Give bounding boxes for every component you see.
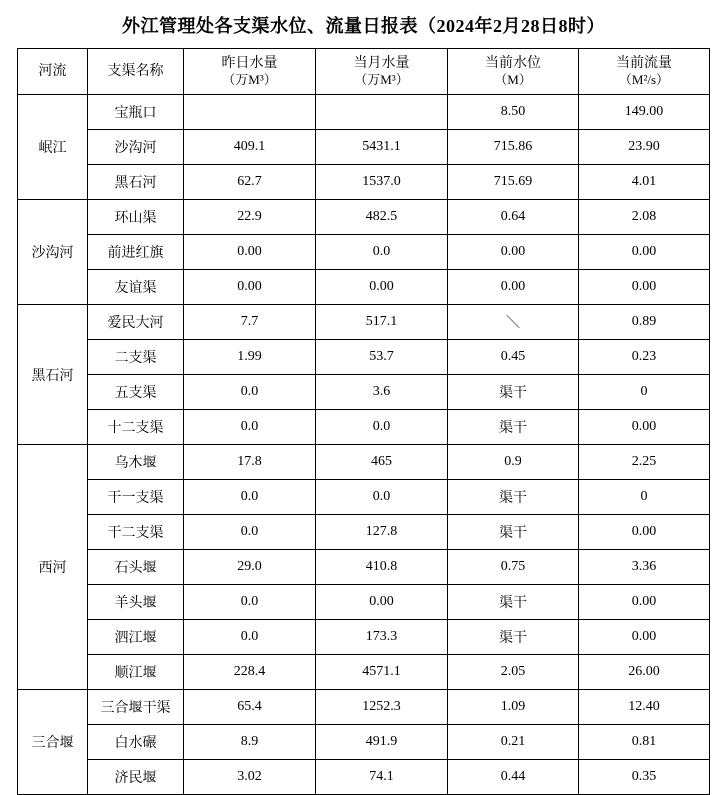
month-volume: 74.1 (316, 760, 448, 795)
current-flow: 0.23 (579, 340, 710, 375)
column-header-current-level-label: 当前水位 (485, 55, 541, 71)
month-volume: 53.7 (316, 340, 448, 375)
current-flow: 2.08 (579, 200, 710, 235)
table-header (18, 49, 710, 95)
table-row (18, 165, 710, 200)
current-level: 715.86 (448, 130, 579, 165)
river-group-label: 西河 (18, 445, 88, 690)
table-row (18, 760, 710, 795)
current-level: 渠干 (448, 375, 579, 410)
current-flow: 0 (579, 375, 710, 410)
river-group-label: 沙沟河 (18, 200, 88, 305)
river-group-label: 三合堰 (18, 690, 88, 795)
canal-name: 羊头堰 (88, 585, 184, 620)
month-volume: 465 (316, 445, 448, 480)
column-header-river-label: 河流 (38, 63, 67, 79)
current-level: 渠干 (448, 585, 579, 620)
column-header-canal (88, 49, 184, 95)
table-row (18, 480, 710, 515)
canal-name: 顺江堰 (88, 655, 184, 690)
month-volume: 127.8 (316, 515, 448, 550)
canal-name: 十二支渠 (88, 410, 184, 445)
table-row (18, 550, 710, 585)
month-volume: 1252.3 (316, 690, 448, 725)
column-header-canal-label: 支渠名称 (107, 63, 164, 79)
current-level: 0.21 (448, 725, 579, 760)
table-row (18, 340, 710, 375)
table-row (18, 375, 710, 410)
table-body (18, 95, 710, 795)
current-level: 渠干 (448, 480, 579, 515)
column-header-current-flow-unit: （M²/s） (618, 72, 670, 88)
month-volume: 0.0 (316, 410, 448, 445)
current-flow: 0.00 (579, 410, 710, 445)
table-row (18, 515, 710, 550)
month-volume (316, 95, 448, 130)
table-row (18, 445, 710, 480)
column-header-current-flow-label: 当前流量 (616, 55, 672, 71)
yesterday-volume: 0.0 (184, 585, 316, 620)
current-level: 2.05 (448, 655, 579, 690)
river-group-label: 黑石河 (18, 305, 88, 445)
current-level: 0.00 (448, 270, 579, 305)
current-level: 渠干 (448, 410, 579, 445)
table-row (18, 655, 710, 690)
table-row (18, 235, 710, 270)
yesterday-volume: 8.9 (184, 725, 316, 760)
current-level: 0.45 (448, 340, 579, 375)
column-header-yesterday-volume-label: 昨日水量 (221, 55, 278, 71)
table-row (18, 305, 710, 340)
yesterday-volume: 0.0 (184, 515, 316, 550)
current-level: 渠干 (448, 620, 579, 655)
table-row (18, 585, 710, 620)
canal-name: 前进红旗 (88, 235, 184, 270)
canal-name: 宝瓶口 (88, 95, 184, 130)
canal-name: 乌木堰 (88, 445, 184, 480)
column-header-current-flow (579, 49, 710, 95)
canal-name: 黑石河 (88, 165, 184, 200)
river-group-label: 岷江 (18, 95, 88, 200)
yesterday-volume: 65.4 (184, 690, 316, 725)
table-row (18, 690, 710, 725)
month-volume: 4571.1 (316, 655, 448, 690)
table-row (18, 270, 710, 305)
current-flow: 0.00 (579, 515, 710, 550)
canal-name: 二支渠 (88, 340, 184, 375)
current-flow: 149.00 (579, 95, 710, 130)
current-level: 0.44 (448, 760, 579, 795)
current-flow: 0.00 (579, 585, 710, 620)
yesterday-volume: 409.1 (184, 130, 316, 165)
yesterday-volume: 0.0 (184, 620, 316, 655)
month-volume: 482.5 (316, 200, 448, 235)
current-flow: 26.00 (579, 655, 710, 690)
canal-name: 干一支渠 (88, 480, 184, 515)
column-header-month-volume-label: 当月水量 (353, 55, 410, 71)
month-volume: 1537.0 (316, 165, 448, 200)
canal-name: 沙沟河 (88, 130, 184, 165)
current-flow: 0.89 (579, 305, 710, 340)
month-volume: 410.8 (316, 550, 448, 585)
current-level: 渠干 (448, 515, 579, 550)
current-flow: 2.25 (579, 445, 710, 480)
canal-name: 环山渠 (88, 200, 184, 235)
yesterday-volume: 3.02 (184, 760, 316, 795)
yesterday-volume: 17.8 (184, 445, 316, 480)
month-volume: 3.6 (316, 375, 448, 410)
canal-name: 干二支渠 (88, 515, 184, 550)
month-volume: 173.3 (316, 620, 448, 655)
canal-name: 爱民大河 (88, 305, 184, 340)
month-volume: 491.9 (316, 725, 448, 760)
canal-name: 五支渠 (88, 375, 184, 410)
water-report-table (17, 48, 710, 795)
current-flow: 0.00 (579, 620, 710, 655)
table-row (18, 130, 710, 165)
current-flow: 0.81 (579, 725, 710, 760)
table-row (18, 95, 710, 130)
page-title: 外江管理处各支渠水位、流量日报表（2024年2月28日8时） (122, 16, 605, 36)
current-level: 0.64 (448, 200, 579, 235)
yesterday-volume (184, 95, 316, 130)
header-row (18, 49, 710, 95)
current-level: 8.50 (448, 95, 579, 130)
canal-name: 白水碾 (88, 725, 184, 760)
current-flow: 23.90 (579, 130, 710, 165)
column-header-yesterday-volume-unit: （万M³） (222, 72, 277, 88)
current-level: 0.00 (448, 235, 579, 270)
current-level: 0.75 (448, 550, 579, 585)
table-row (18, 725, 710, 760)
table-row (18, 410, 710, 445)
current-flow: 0.00 (579, 270, 710, 305)
month-volume: 0.0 (316, 235, 448, 270)
table-row (18, 200, 710, 235)
current-level: 0.9 (448, 445, 579, 480)
canal-name: 济民堰 (88, 760, 184, 795)
month-volume: 0.0 (316, 480, 448, 515)
current-flow: 4.01 (579, 165, 710, 200)
current-level: 715.69 (448, 165, 579, 200)
yesterday-volume: 29.0 (184, 550, 316, 585)
yesterday-volume: 0.0 (184, 410, 316, 445)
yesterday-volume: 62.7 (184, 165, 316, 200)
column-header-yesterday-volume (184, 49, 316, 95)
yesterday-volume: 228.4 (184, 655, 316, 690)
yesterday-volume: 0.0 (184, 480, 316, 515)
yesterday-volume: 0.0 (184, 375, 316, 410)
yesterday-volume: 0.00 (184, 235, 316, 270)
table-row (18, 620, 710, 655)
month-volume: 0.00 (316, 270, 448, 305)
current-flow: 3.36 (579, 550, 710, 585)
current-flow: 12.40 (579, 690, 710, 725)
column-header-month-volume-unit: （万M³） (354, 72, 409, 88)
column-header-current-level (448, 49, 579, 95)
canal-name: 石头堰 (88, 550, 184, 585)
current-flow: 0.35 (579, 760, 710, 795)
yesterday-volume: 1.99 (184, 340, 316, 375)
month-volume: 0.00 (316, 585, 448, 620)
current-level: ＼ (448, 305, 579, 340)
column-header-river (18, 49, 88, 95)
canal-name: 友谊渠 (88, 270, 184, 305)
canal-name: 泗江堰 (88, 620, 184, 655)
current-flow: 0 (579, 480, 710, 515)
yesterday-volume: 22.9 (184, 200, 316, 235)
yesterday-volume: 0.00 (184, 270, 316, 305)
canal-name: 三合堰干渠 (88, 690, 184, 725)
current-level: 1.09 (448, 690, 579, 725)
column-header-current-level-unit: （M） (494, 72, 532, 88)
current-flow: 0.00 (579, 235, 710, 270)
month-volume: 5431.1 (316, 130, 448, 165)
column-header-month-volume (316, 49, 448, 95)
yesterday-volume: 7.7 (184, 305, 316, 340)
month-volume: 517.1 (316, 305, 448, 340)
